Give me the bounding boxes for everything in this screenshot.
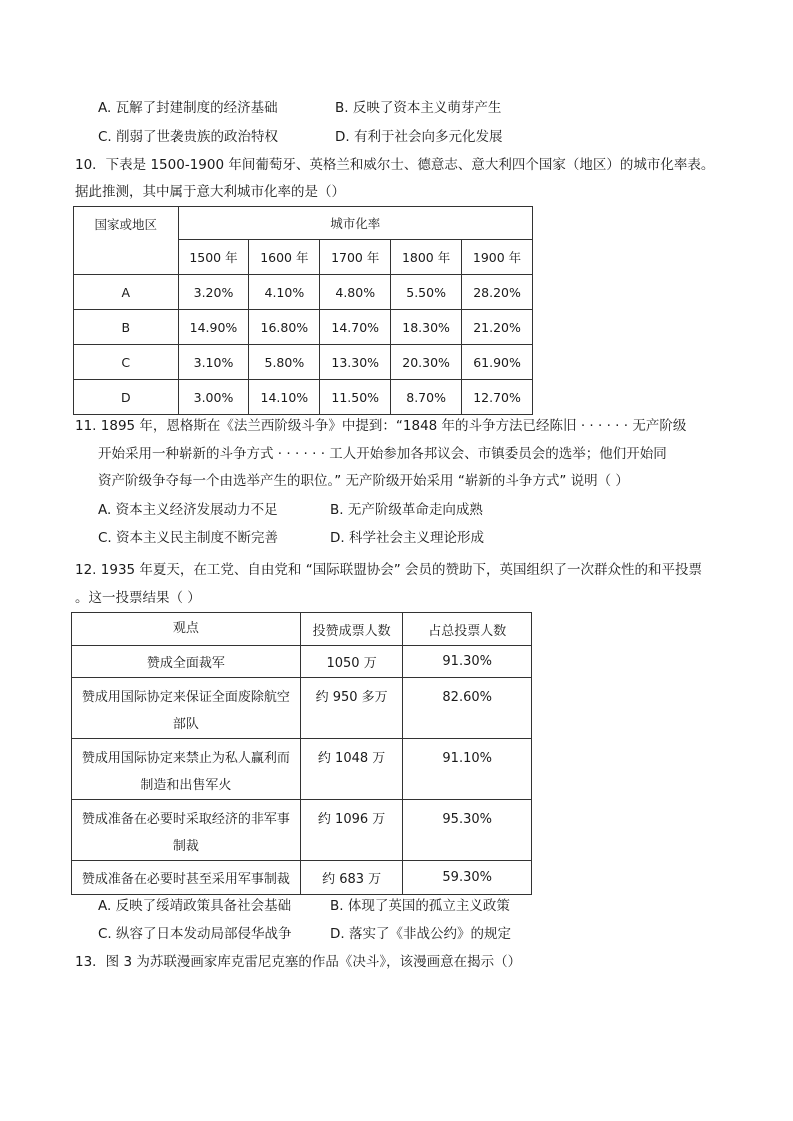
table-cell: 28.20% (462, 275, 533, 310)
table-cell: 3.10% (178, 345, 249, 380)
table-cell: 8.70% (391, 380, 462, 415)
q11-option-d: D. 科学社会主义理论形成 (330, 530, 484, 546)
pct-cell: 95.30% (403, 800, 532, 861)
table-cell: 14.70% (320, 310, 391, 345)
q12-option-d: D. 落实了《非战公约》的规定 (330, 926, 511, 942)
row-label: A (74, 275, 179, 310)
q10-stem-line2: 据此推测，其中属于意大利城市化率的是（） (75, 184, 345, 200)
pct-cell: 59.30% (403, 861, 532, 895)
vote-table (71, 612, 532, 895)
q13-stem-line1: 13．图 3 为苏联漫画家库克雷尼克塞的作品《决斗》，该漫画意在揭示（） (75, 954, 522, 970)
view-line: 制裁 (172, 839, 199, 854)
q12-option-a: A. 反映了绥靖政策具备社会基础 (98, 898, 292, 914)
table-cell: 5.50% (391, 275, 462, 310)
count-cell: 约 683 万 (300, 861, 403, 895)
table-cell: 11.50% (320, 380, 391, 415)
table-cell: 3.20% (178, 275, 249, 310)
table-row (74, 310, 533, 345)
table-cell: 21.20% (462, 310, 533, 345)
table-cell: 12.70% (462, 380, 533, 415)
row-label: C (74, 345, 179, 380)
q11-stem-line3: 资产阶级争夺每一个由选举产生的职位。” 无产阶级开始采用 “崭新的斗争方式” 说明（ ） (98, 473, 629, 489)
q12-option-c: C. 纵容了日本发动局部侵华战争 (98, 926, 292, 942)
year-header: 1600 年 (249, 240, 320, 275)
count-cell: 1050 万 (300, 646, 403, 678)
year-header: 1500 年 (178, 240, 249, 275)
q12-stem-line1: 12. 1935 年夏天，在工党、自由党和 “国际联盟协会” 会员的赞助下，英国组织了一次群众性的和平投票 (75, 562, 702, 578)
table-cell: 4.80% (320, 275, 391, 310)
table-corner-header: 国家或地区 (74, 207, 179, 275)
table-cell: 18.30% (391, 310, 462, 345)
table-row (72, 678, 532, 739)
table-row (74, 380, 533, 415)
year-header: 1900 年 (462, 240, 533, 275)
q11-option-c: C. 资本主义民主制度不断完善 (98, 530, 279, 546)
q11-stem-line2: 开始采用一种崭新的斗争方式 · · · · · · 工人开始参加各邦议会、市镇委员会的选举；他们开始同 (98, 446, 667, 462)
pct-cell: 91.30% (403, 646, 532, 678)
q11-option-a: A. 资本主义经济发展动力不足 (98, 502, 278, 518)
view-line: 赞成用国际协定来保证全面废除航空 (81, 690, 290, 705)
view-line: 赞成准备在必要时采取经济的非军事 (81, 812, 290, 827)
col-header-count: 投赞成票人数 (300, 613, 403, 646)
year-header: 1800 年 (391, 240, 462, 275)
count-cell: 约 1096 万 (300, 800, 403, 861)
table-cell: 16.80% (249, 310, 320, 345)
q9-option-b: B. 反映了资本主义萌芽产生 (335, 100, 502, 116)
view-cell (72, 739, 301, 800)
q12-stem-line2: 。这一投票结果（ ） (75, 590, 201, 606)
view-cell: 赞成准备在必要时甚至采用军事制裁 (72, 861, 301, 895)
table-cell: 61.90% (462, 345, 533, 380)
table-row (72, 646, 532, 678)
table-cell: 20.30% (391, 345, 462, 380)
q9-option-d: D. 有利于社会向多元化发展 (335, 129, 503, 145)
row-label: D (74, 380, 179, 415)
q10-stem-line1: 10．下表是 1500-1900 年间葡萄牙、英格兰和威尔士、德意志、意大利四个国家（地区）的城市化率表。 (75, 157, 715, 173)
table-cell: 3.00% (178, 380, 249, 415)
row-label: B (74, 310, 179, 345)
table-row (72, 739, 532, 800)
table-row (74, 345, 533, 380)
table-cell: 5.80% (249, 345, 320, 380)
table-row (72, 861, 532, 895)
table-cell: 4.10% (249, 275, 320, 310)
table-cell: 14.90% (178, 310, 249, 345)
q12-option-b: B. 体现了英国的孤立主义政策 (330, 898, 510, 914)
table-cell: 13.30% (320, 345, 391, 380)
view-line: 部队 (172, 717, 199, 732)
q9-option-c: C. 削弱了世袭贵族的政治特权 (98, 129, 279, 145)
view-line: 制造和出售军火 (140, 778, 232, 793)
count-cell: 约 950 多万 (300, 678, 403, 739)
view-cell (72, 800, 301, 861)
view-cell (72, 678, 301, 739)
table-group-header: 城市化率 (178, 207, 532, 240)
pct-cell: 91.10% (403, 739, 532, 800)
col-header-pct: 占总投票人数 (403, 613, 532, 646)
q9-option-a: A. 瓦解了封建制度的经济基础 (98, 100, 278, 116)
count-cell: 约 1048 万 (300, 739, 403, 800)
table-row (74, 275, 533, 310)
view-cell: 赞成全面裁军 (72, 646, 301, 678)
col-header-view: 观点 (72, 613, 301, 646)
pct-cell: 82.60% (403, 678, 532, 739)
table-row (72, 800, 532, 861)
view-line: 赞成用国际协定来禁止为私人赢利而 (81, 751, 290, 766)
q11-option-b: B. 无产阶级革命走向成熟 (330, 502, 483, 518)
year-header: 1700 年 (320, 240, 391, 275)
table-cell: 14.10% (249, 380, 320, 415)
urbanization-table (73, 206, 533, 415)
q11-stem-line1: 11. 1895 年，恩格斯在《法兰西阶级斗争》中提到：“1848 年的斗争方法已经陈旧 · · · · · · 无产阶级 (75, 418, 687, 434)
